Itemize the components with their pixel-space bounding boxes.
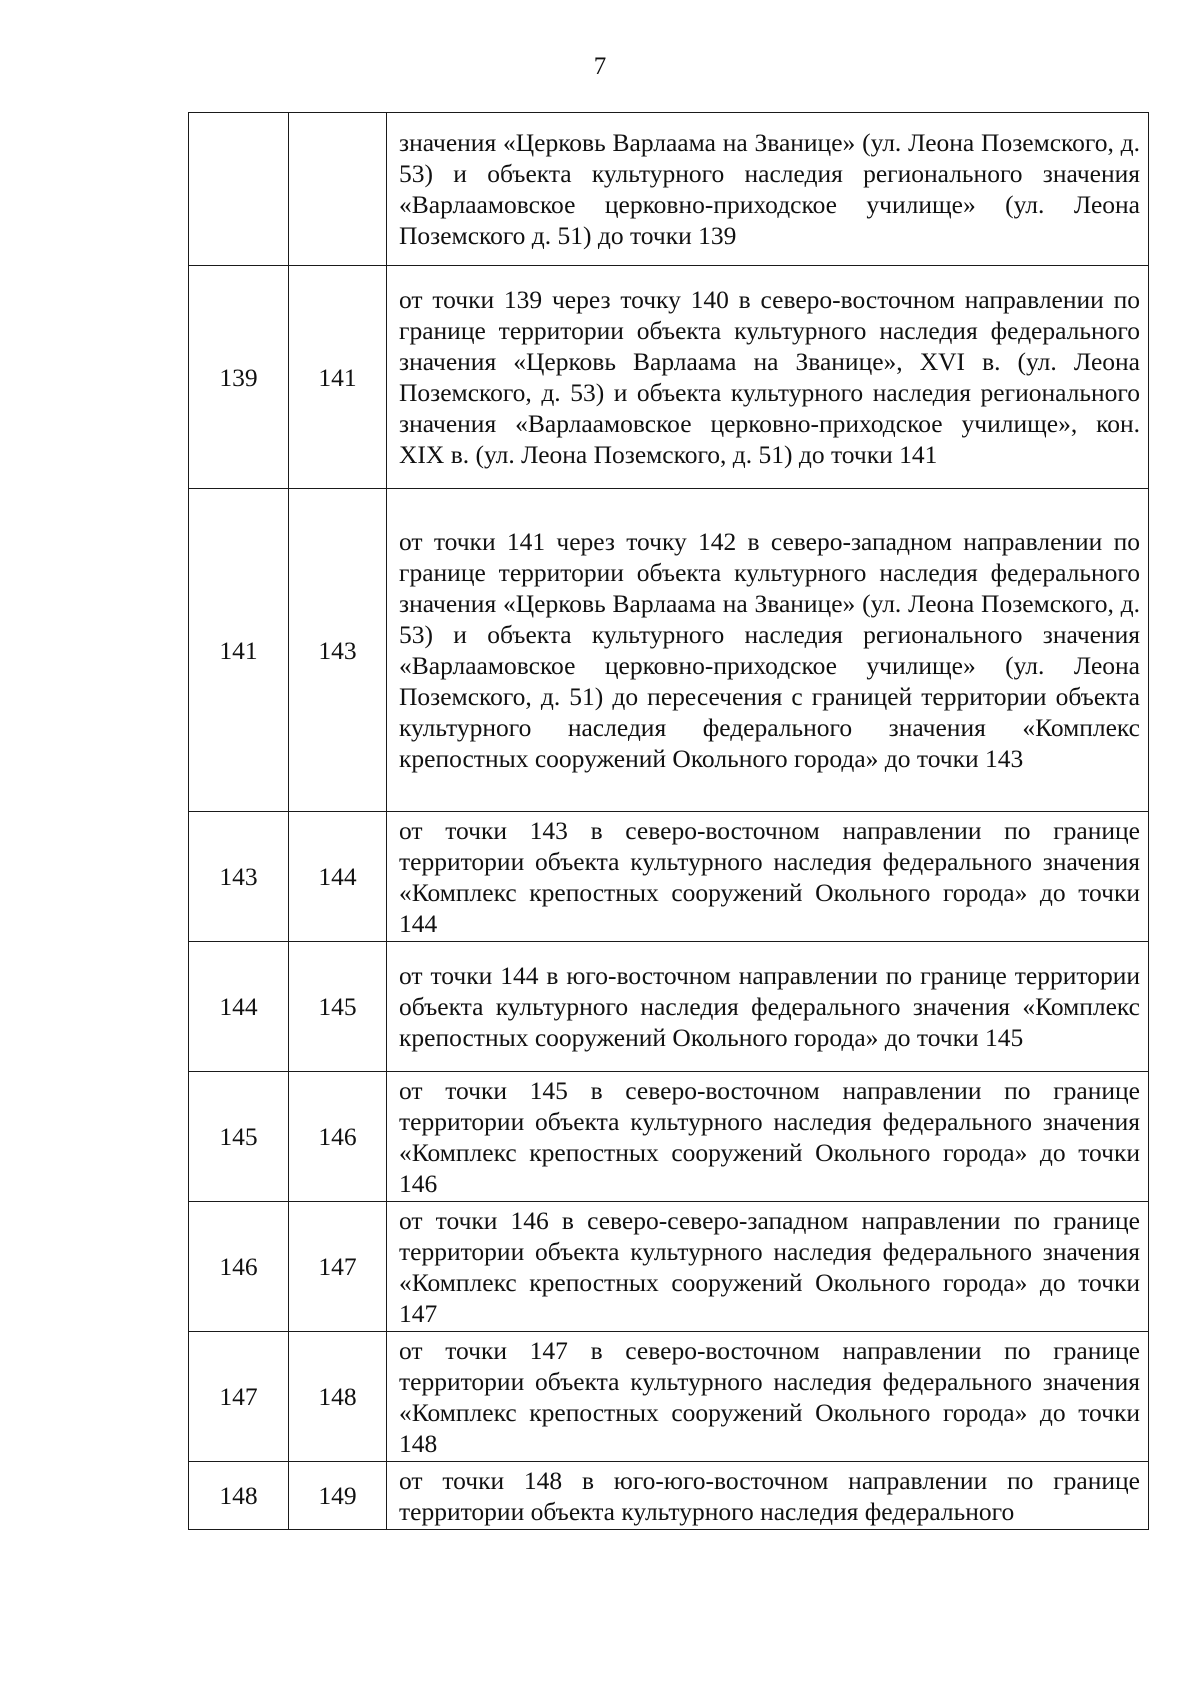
table-row: [189, 266, 1149, 489]
table-row: [189, 1202, 1149, 1332]
table-row: [189, 1072, 1149, 1202]
from-point-cell: 141: [189, 489, 289, 812]
to-point-cell: 148: [289, 1332, 387, 1462]
from-point-cell: 145: [189, 1072, 289, 1202]
to-point-cell: 149: [289, 1462, 387, 1530]
to-point-cell: 144: [289, 812, 387, 942]
table-row: [189, 113, 1149, 266]
table-row: [189, 1332, 1149, 1462]
boundary-description-cell: от точки 148 в юго-юго-восточном направлении по границе территории объекта культурного наследия федерального: [387, 1462, 1149, 1530]
from-point-cell: 148: [189, 1462, 289, 1530]
from-point-cell: 143: [189, 812, 289, 942]
to-point-cell: 146: [289, 1072, 387, 1202]
boundary-description-cell: от точки 146 в северо-северо-западном направлении по границе территории объекта культурного наследия федерального значения «Комплекс крепостных сооружений Окольного города» до точки 147: [387, 1202, 1149, 1332]
to-point-cell: 145: [289, 942, 387, 1072]
from-point-cell: 147: [189, 1332, 289, 1462]
boundary-description-cell: от точки 141 через точку 142 в северо-западном направлении по границе территории объекта культурного наследия федерального значения «Церковь Варлаама на Званице» (ул. Леона Поземского, д. 53) и объекта культурного наследия регионального значения «Варлаамовское церковно-приходское училище» (ул. Леона Поземского, д. 51) до пересечения с границей территории объекта культурного наследия федерального значения «Комплекс крепостных сооружений Окольного города» до точки 143: [387, 489, 1149, 812]
boundary-description-cell: значения «Церковь Варлаама на Званице» (ул. Леона Поземского, д. 53) и объекта культурного наследия регионального значения «Варлаамовское церковно-приходское училище» (ул. Леона Поземского д. 51) до точки 139: [387, 113, 1149, 266]
to-point-cell: 143: [289, 489, 387, 812]
boundary-description-cell: от точки 147 в северо-восточном направлении по границе территории объекта культурного наследия федерального значения «Комплекс крепостных сооружений Окольного города» до точки 148: [387, 1332, 1149, 1462]
from-point-cell: 144: [189, 942, 289, 1072]
to-point-cell: 141: [289, 266, 387, 489]
table-row: [189, 942, 1149, 1072]
from-point-cell: [189, 113, 289, 266]
table-row: [189, 489, 1149, 812]
page-number: 7: [593, 53, 607, 80]
to-point-cell: 147: [289, 1202, 387, 1332]
boundary-description-cell: от точки 139 через точку 140 в северо-восточном направлении по границе территории объекта культурного наследия федерального значения «Церковь Варлаама на Званице», XVI в. (ул. Леона Поземского, д. 53) и объекта культурного наследия регионального значения «Варлаамовское церковно-приходское училище», кон. XIX в. (ул. Леона Поземского, д. 51) до точки 141: [387, 266, 1149, 489]
boundary-description-cell: от точки 145 в северо-восточном направлении по границе территории объекта культурного наследия федерального значения «Комплекс крепостных сооружений Окольного города» до точки 146: [387, 1072, 1149, 1202]
to-point-cell: [289, 113, 387, 266]
from-point-cell: 146: [189, 1202, 289, 1332]
boundary-description-cell: от точки 143 в северо-восточном направлении по границе территории объекта культурного наследия федерального значения «Комплекс крепостных сооружений Окольного города» до точки 144: [387, 812, 1149, 942]
table-row: [189, 1462, 1149, 1530]
boundary-description-table: [188, 112, 1149, 1530]
boundary-description-cell: от точки 144 в юго-восточном направлении по границе территории объекта культурного наследия федерального значения «Комплекс крепостных сооружений Окольного города» до точки 145: [387, 942, 1149, 1072]
from-point-cell: 139: [189, 266, 289, 489]
table-row: [189, 812, 1149, 942]
